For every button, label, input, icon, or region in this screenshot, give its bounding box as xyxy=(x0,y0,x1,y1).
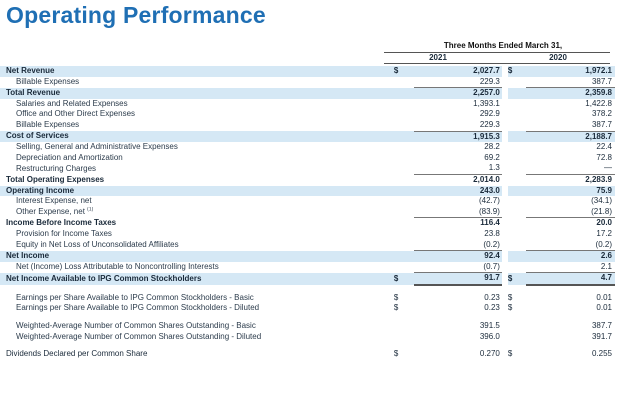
value-2020: 2,188.7 xyxy=(526,131,615,142)
currency-2021 xyxy=(394,99,414,110)
row-label: Salaries and Related Expenses xyxy=(16,98,128,108)
footnote-marker: (1) xyxy=(87,206,94,213)
value-2021: 1,915.3 xyxy=(414,131,502,142)
table-row xyxy=(0,349,615,360)
currency-2021 xyxy=(394,262,414,273)
currency-2020: $ xyxy=(508,66,526,77)
row-label: Billable Expenses xyxy=(16,120,80,130)
value-2020: (34.1) xyxy=(591,196,612,206)
currency-2020 xyxy=(508,196,526,207)
value-2020: 4.7 xyxy=(526,273,615,285)
table-row xyxy=(0,251,615,262)
currency-2021 xyxy=(394,142,414,153)
row-label: Income Before Income Taxes xyxy=(6,218,117,228)
value-2020: (21.8) xyxy=(591,206,612,216)
value-2021: (0.2) xyxy=(483,239,500,249)
currency-2021: $ xyxy=(394,66,414,77)
currency-2020 xyxy=(508,207,526,218)
page-title: Operating Performance xyxy=(6,2,266,28)
currency-2020 xyxy=(508,174,526,185)
currency-2020: $ xyxy=(507,349,513,359)
currency-2021 xyxy=(394,163,414,174)
value-2020: 1,972.1 xyxy=(526,66,615,77)
row-label: Operating Income xyxy=(0,186,394,197)
currency-2021 xyxy=(394,229,414,240)
row-label: Weighted-Average Number of Common Shares Outstanding - Basic xyxy=(16,321,256,331)
value-2020: 0.255 xyxy=(591,349,612,359)
value-2020: 17.2 xyxy=(596,228,612,238)
value-2021: 23.8 xyxy=(484,228,500,238)
currency-2020 xyxy=(508,153,526,164)
value-2021: 229.3 xyxy=(479,76,500,86)
value-2020: (0.2) xyxy=(595,239,612,249)
value-2021: 69.2 xyxy=(484,152,500,162)
table-row xyxy=(0,153,615,164)
value-2021: 0.23 xyxy=(484,303,500,313)
year-header xyxy=(0,52,630,64)
currency-2020 xyxy=(508,77,526,88)
table-row xyxy=(0,207,615,218)
table-row xyxy=(0,174,615,185)
value-2021: 1.3 xyxy=(488,163,500,173)
currency-2020 xyxy=(508,163,526,174)
value-2021: (42.7) xyxy=(478,196,500,206)
table-row xyxy=(0,321,615,332)
table-row xyxy=(0,293,615,304)
currency-2021 xyxy=(394,131,414,142)
table-row xyxy=(0,77,615,88)
value-2021: 91.7 xyxy=(414,273,502,285)
currency-2020 xyxy=(508,109,526,120)
value-2020: 2,283.9 xyxy=(526,174,615,185)
value-2020: 387.7 xyxy=(591,321,612,331)
row-label: Dividends Declared per Common Share xyxy=(6,349,148,359)
value-2021: 92.4 xyxy=(414,251,502,262)
row-label: Net Income xyxy=(0,251,394,262)
value-2020: 2.6 xyxy=(526,251,615,262)
table-row xyxy=(0,131,615,142)
value-2021: 116.4 xyxy=(414,218,502,229)
row-label: Earnings per Share Available to IPG Common Stockholders - Diluted xyxy=(16,303,260,313)
value-2021: 391.5 xyxy=(479,321,500,331)
value-2020: 22.4 xyxy=(596,142,612,152)
table-row xyxy=(0,109,615,120)
currency-2021 xyxy=(394,240,414,251)
row-label: Interest Expense, net xyxy=(16,196,92,206)
table-row xyxy=(0,229,615,240)
table-row xyxy=(0,88,615,99)
table-row xyxy=(0,240,615,251)
value-2021: 2,014.0 xyxy=(414,174,502,185)
table-row xyxy=(0,66,615,77)
row-label: Restructuring Charges xyxy=(16,163,97,173)
row-label: Depreciation and Amortization xyxy=(16,152,123,162)
value-2020: 2.1 xyxy=(600,261,612,271)
currency-2021: $ xyxy=(393,349,399,359)
year-prior: 2020 xyxy=(549,53,567,62)
value-2021: 229.3 xyxy=(479,119,500,129)
value-2020: 2,359.8 xyxy=(526,88,615,99)
header-bottom-rule xyxy=(384,63,610,64)
table-row xyxy=(0,303,615,314)
currency-2021 xyxy=(394,251,414,262)
currency-2021 xyxy=(394,332,414,343)
currency-2021 xyxy=(394,207,414,218)
currency-2021 xyxy=(394,321,414,332)
row-label: Total Revenue xyxy=(0,88,394,99)
value-2021: 396.0 xyxy=(479,331,500,341)
value-2020: 391.7 xyxy=(591,331,612,341)
row-label: Weighted-Average Number of Common Shares Outstanding - Diluted xyxy=(16,331,262,341)
value-2021: 2,257.0 xyxy=(414,88,502,99)
value-2020: 387.7 xyxy=(591,119,612,129)
currency-2021 xyxy=(394,174,414,185)
income-statement-table xyxy=(0,66,615,360)
currency-2021 xyxy=(394,120,414,131)
row-label: Office and Other Direct Expenses xyxy=(16,109,136,119)
value-2021: 292.9 xyxy=(479,109,500,119)
period-header: Three Months Ended March 31, xyxy=(443,41,563,50)
currency-2020 xyxy=(508,229,526,240)
row-label: Total Operating Expenses xyxy=(6,174,105,184)
value-2021: 2,027.7 xyxy=(414,66,502,77)
currency-2021 xyxy=(394,186,414,197)
value-2020: 387.7 xyxy=(591,76,612,86)
currency-2020 xyxy=(508,120,526,131)
value-2021: 1,393.1 xyxy=(473,98,500,108)
currency-2020 xyxy=(508,262,526,273)
row-label: Billable Expenses xyxy=(16,76,80,86)
table-row xyxy=(0,186,615,197)
value-2020: 0.01 xyxy=(596,303,612,313)
row-label: Cost of Services xyxy=(0,131,394,142)
currency-2021 xyxy=(394,77,414,88)
table-row xyxy=(0,273,615,285)
value-2020: — xyxy=(604,163,612,173)
value-2020: 378.2 xyxy=(591,109,612,119)
value-2021: 243.0 xyxy=(414,186,502,197)
currency-2020 xyxy=(508,88,526,99)
currency-2020 xyxy=(508,332,526,343)
currency-2021 xyxy=(394,196,414,207)
row-label: Net Income Available to IPG Common Stockholders xyxy=(0,273,394,285)
currency-2020: $ xyxy=(507,303,513,313)
year-current: 2021 xyxy=(429,53,447,62)
currency-2021: $ xyxy=(393,292,399,302)
table-row xyxy=(0,196,615,207)
table-row xyxy=(0,332,615,343)
row-label xyxy=(0,207,394,218)
row-label-text: Other Expense, net xyxy=(16,206,85,216)
row-label: Net (Income) Loss Attributable to Noncontrolling Interests xyxy=(16,261,219,271)
table-row xyxy=(0,218,615,229)
value-2021: 0.23 xyxy=(484,292,500,302)
currency-2020 xyxy=(508,321,526,332)
value-2020: 75.9 xyxy=(526,186,615,197)
table-row xyxy=(0,163,615,174)
currency-2020 xyxy=(508,99,526,110)
table-row xyxy=(0,262,615,273)
table-row xyxy=(0,142,615,153)
currency-2020 xyxy=(508,186,526,197)
row-label: Equity in Net Loss of Unconsolidated Affiliates xyxy=(16,239,179,249)
currency-2021: $ xyxy=(394,273,414,285)
currency-2020: $ xyxy=(508,273,526,285)
table-row xyxy=(0,120,615,131)
value-2021: (0.7) xyxy=(483,261,500,271)
value-2020: 0.01 xyxy=(596,292,612,302)
row-label: Net Revenue xyxy=(0,66,394,77)
table-row xyxy=(0,99,615,110)
value-2021: 0.270 xyxy=(479,349,500,359)
row-label: Provision for Income Taxes xyxy=(16,228,112,238)
currency-2020: $ xyxy=(507,292,513,302)
currency-2021 xyxy=(394,153,414,164)
currency-2020 xyxy=(508,251,526,262)
currency-2021: $ xyxy=(393,303,399,313)
currency-2020 xyxy=(508,142,526,153)
row-label: Earnings per Share Available to IPG Common Stockholders - Basic xyxy=(16,292,254,302)
currency-2020 xyxy=(508,218,526,229)
currency-2020 xyxy=(508,131,526,142)
value-2021: (83.9) xyxy=(478,206,500,216)
currency-2021 xyxy=(394,109,414,120)
currency-2021 xyxy=(394,218,414,229)
currency-2021 xyxy=(394,88,414,99)
value-2020: 1,422.8 xyxy=(585,98,612,108)
value-2020: 72.8 xyxy=(596,152,612,162)
row-label: Selling, General and Administrative Expenses xyxy=(16,142,178,152)
value-2021: 28.2 xyxy=(484,142,500,152)
currency-2020 xyxy=(508,240,526,251)
value-2020: 20.0 xyxy=(526,218,615,229)
